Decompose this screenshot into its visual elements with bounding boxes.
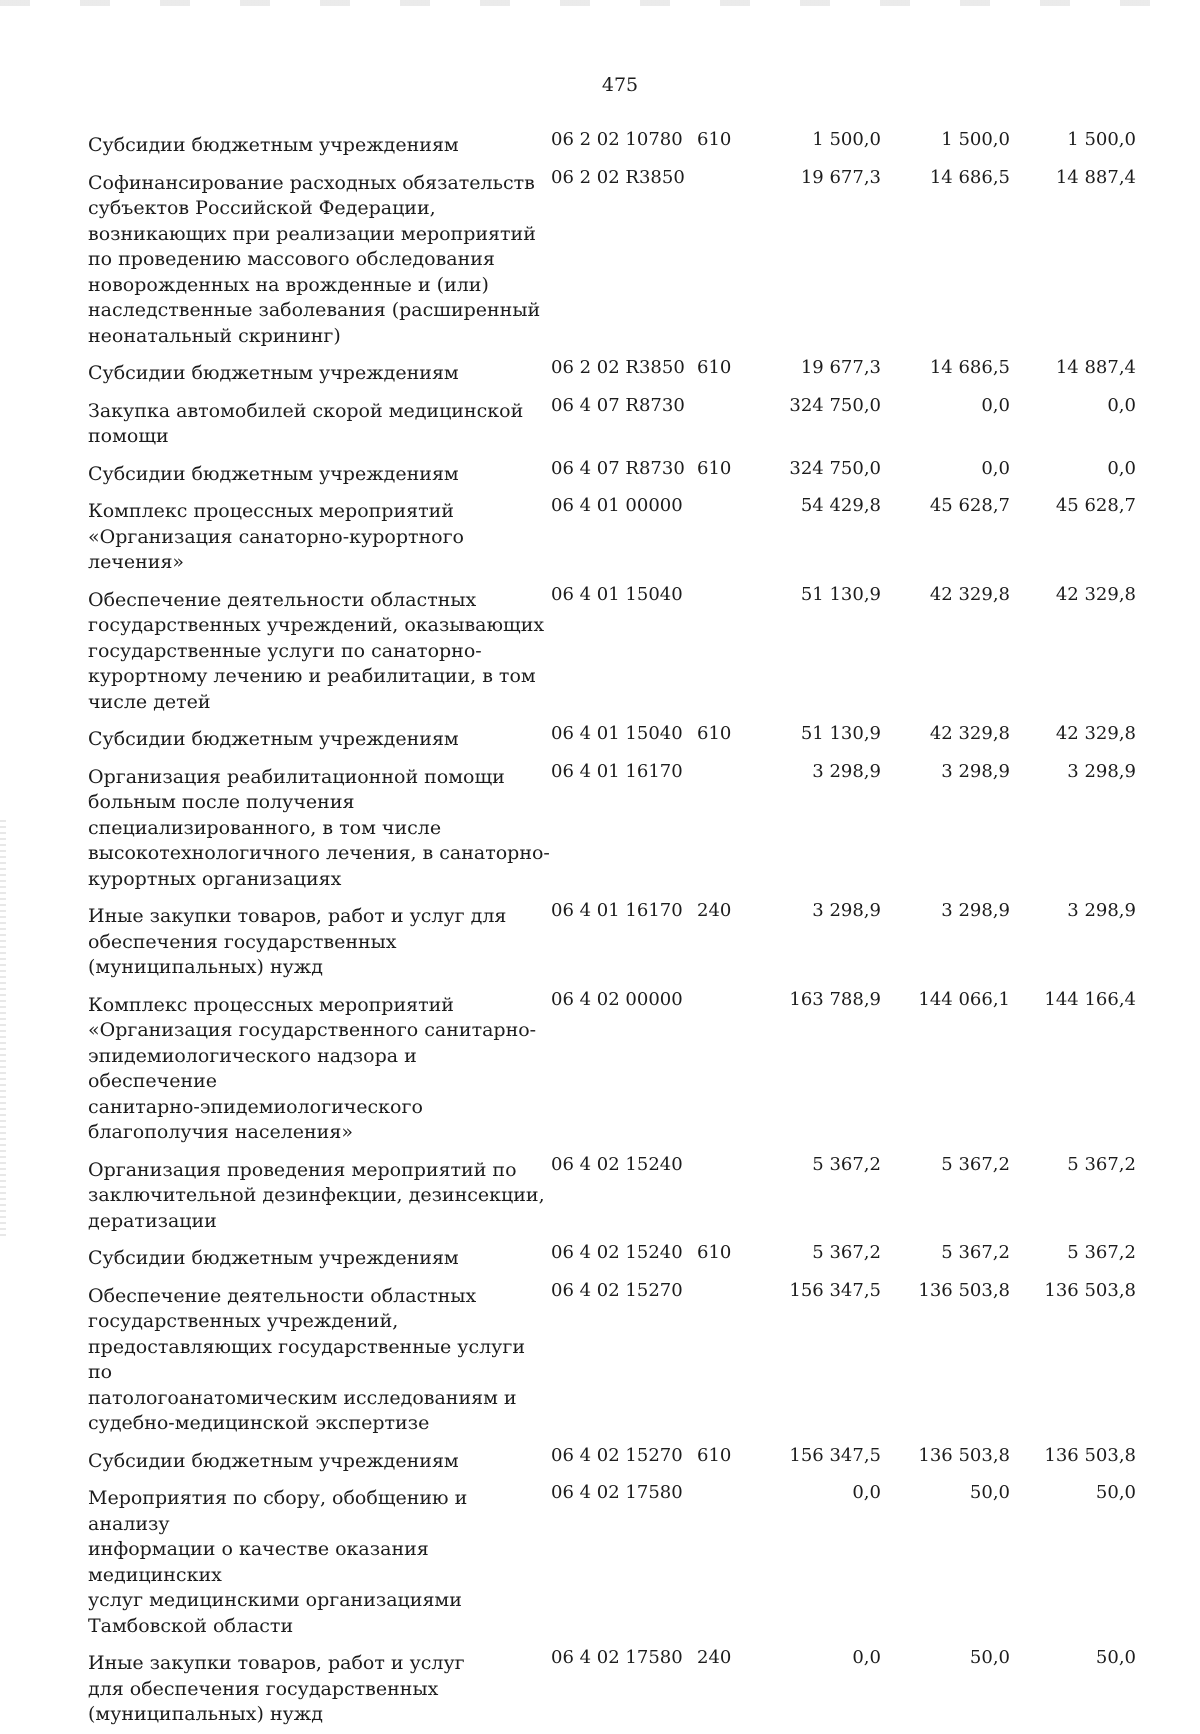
row-amount-year-2: 5 367,2	[941, 1242, 1010, 1263]
row-amount-year-3: 14 887,4	[1055, 357, 1136, 378]
table-row	[88, 582, 1168, 716]
row-expense-type: 610	[697, 357, 732, 378]
row-amount-year-3: 3 298,9	[1067, 760, 1136, 782]
row-amount-year-3: 50,0	[1095, 1647, 1136, 1668]
row-amount-year-3: 42 329,8	[1055, 723, 1136, 744]
row-amount-year-3: 14 887,4	[1055, 166, 1136, 188]
table-row	[88, 1278, 1168, 1437]
row-amount-year-3: 42 329,8	[1055, 583, 1136, 605]
row-amount-year-1: 156 347,5	[789, 1444, 881, 1466]
row-target-code: 06 4 02 17580	[551, 1482, 683, 1503]
row-amount-year-3: 136 503,8	[1044, 1444, 1136, 1466]
row-amount-year-3: 136 503,8	[1044, 1279, 1136, 1301]
row-target-code: 06 4 02 15270	[551, 1279, 683, 1301]
row-expense-type: 610	[697, 1444, 732, 1466]
row-amount-year-2: 136 503,8	[918, 1444, 1010, 1466]
row-name: Организация проведения мероприятий по заключительной дезинфекции, дезинсекции, дератизации	[88, 1158, 545, 1232]
row-name: Закупка автомобилей скорой медицинской помощи	[88, 399, 524, 447]
row-amount-year-2: 3 298,9	[941, 900, 1010, 921]
row-expense-type: 610	[697, 129, 732, 150]
row-target-code: 06 4 02 15270	[551, 1444, 683, 1466]
table-row	[88, 721, 1168, 753]
row-target-code: 06 4 01 00000	[551, 495, 683, 516]
table-row	[88, 1240, 1168, 1272]
row-amount-year-3: 45 628,7	[1055, 495, 1136, 516]
row-amount-year-2: 3 298,9	[941, 760, 1010, 782]
row-amount-year-1: 19 677,3	[800, 357, 881, 378]
row-amount-year-3: 0,0	[1107, 394, 1136, 416]
row-amount-year-2: 144 066,1	[918, 988, 1010, 1010]
row-name: Организация реабилитационной помощи больным после получения специализированного, в том числе высокотехнологичного лечения, в санаторно- курортных организациях	[88, 765, 550, 890]
row-expense-type: 610	[697, 723, 732, 744]
table-row	[88, 456, 1168, 488]
page-number: 475	[601, 74, 639, 96]
row-name: Субсидии бюджетным учреждениям	[88, 1449, 459, 1472]
table-row	[88, 1480, 1168, 1639]
row-amount-year-2: 50,0	[969, 1482, 1010, 1503]
row-name: Софинансирование расходных обязательств субъектов Российской Федерации, возникающих при реализации мероприятий по проведению массового обследования новорожденных на врожденные и (или) наследственные заболевания (расширенный неонатальный скрининг)	[88, 171, 541, 347]
row-expense-type: 610	[697, 457, 732, 479]
row-amount-year-1: 163 788,9	[789, 988, 881, 1010]
row-amount-year-1: 0,0	[852, 1647, 881, 1668]
row-name: Комплекс процессных мероприятий «Организация санаторно-курортного лечения»	[88, 500, 464, 573]
row-amount-year-1: 0,0	[852, 1482, 881, 1503]
row-amount-year-1: 3 298,9	[812, 760, 881, 782]
row-amount-year-2: 42 329,8	[929, 723, 1010, 744]
row-amount-year-2: 50,0	[969, 1647, 1010, 1668]
row-name: Иные закупки товаров, работ и услуг для обеспечения государственных (муниципальных) нужд	[88, 1652, 465, 1725]
row-target-code: 06 4 02 15240	[551, 1242, 683, 1263]
table-row	[88, 493, 1168, 576]
scan-top-edge	[0, 0, 1200, 6]
row-target-code: 06 2 02 R3850	[551, 357, 685, 378]
table-row	[88, 393, 1168, 450]
row-expense-type: 240	[697, 1647, 732, 1668]
row-target-code: 06 4 07 R8730	[551, 457, 685, 479]
row-amount-year-1: 156 347,5	[789, 1279, 881, 1301]
row-target-code: 06 4 01 16170	[551, 760, 683, 782]
row-name: Иные закупки товаров, работ и услуг для обеспечения государственных (муниципальных) нужд	[88, 905, 507, 978]
row-name: Обеспечение деятельности областных государственных учреждений, оказывающих государственные услуги по санаторно- курортному лечению и реабилитации, в том числе детей	[88, 588, 545, 713]
row-name: Субсидии бюджетным учреждениям	[88, 1247, 459, 1269]
table-row	[88, 127, 1168, 159]
table-row	[88, 898, 1168, 981]
row-amount-year-3: 0,0	[1107, 457, 1136, 479]
row-amount-year-1: 19 677,3	[800, 166, 881, 188]
row-name: Обеспечение деятельности областных государственных учреждений, предоставляющих государственные услуги по патологоанатомическим исследованиям и судебно-медицинской экспертизе	[88, 1284, 525, 1434]
scan-left-edge	[0, 820, 6, 1240]
row-amount-year-1: 51 130,9	[800, 723, 881, 744]
row-name: Мероприятия по сбору, обобщению и анализу информации о качестве оказания медицинских услуг медицинскими организациями Тамбовской области	[88, 1487, 468, 1637]
row-target-code: 06 4 02 17580	[551, 1647, 683, 1668]
row-target-code: 06 4 01 15040	[551, 583, 683, 605]
row-name: Субсидии бюджетным учреждениям	[88, 462, 459, 485]
row-amount-year-3: 144 166,4	[1044, 988, 1136, 1010]
row-amount-year-1: 54 429,8	[800, 495, 881, 516]
table-row	[88, 759, 1168, 893]
row-name: Комплекс процессных мероприятий «Организация государственного санитарно- эпидемиологического надзора и обеспечение санитарно-эпидемиологического благополучия населения»	[88, 993, 537, 1143]
row-name: Субсидии бюджетным учреждениям	[88, 728, 459, 750]
row-amount-year-3: 5 367,2	[1067, 1242, 1136, 1263]
row-amount-year-2: 45 628,7	[929, 495, 1010, 516]
table-row	[88, 1443, 1168, 1475]
row-amount-year-3: 1 500,0	[1067, 129, 1136, 150]
row-amount-year-1: 51 130,9	[800, 583, 881, 605]
row-amount-year-2: 14 686,5	[929, 166, 1010, 188]
row-amount-year-1: 1 500,0	[812, 129, 881, 150]
row-amount-year-1: 324 750,0	[789, 457, 881, 479]
row-amount-year-1: 3 298,9	[812, 900, 881, 921]
row-expense-type: 240	[697, 900, 732, 921]
row-amount-year-3: 3 298,9	[1067, 900, 1136, 921]
row-target-code: 06 4 01 15040	[551, 723, 683, 744]
table-row	[88, 165, 1168, 350]
row-target-code: 06 2 02 R3850	[551, 166, 685, 188]
row-target-code: 06 4 02 15240	[551, 1153, 683, 1175]
row-amount-year-2: 1 500,0	[941, 129, 1010, 150]
table-row	[88, 355, 1168, 387]
row-name: Субсидии бюджетным учреждениям	[88, 134, 459, 156]
row-amount-year-3: 50,0	[1095, 1482, 1136, 1503]
row-amount-year-2: 14 686,5	[929, 357, 1010, 378]
row-amount-year-2: 5 367,2	[941, 1153, 1010, 1175]
table-row	[88, 987, 1168, 1146]
row-amount-year-1: 5 367,2	[812, 1242, 881, 1263]
row-amount-year-3: 5 367,2	[1067, 1153, 1136, 1175]
row-target-code: 06 4 07 R8730	[551, 394, 685, 416]
row-name: Субсидии бюджетным учреждениям	[88, 362, 459, 384]
row-target-code: 06 2 02 10780	[551, 129, 683, 150]
row-expense-type: 610	[697, 1242, 732, 1263]
row-amount-year-1: 5 367,2	[812, 1153, 881, 1175]
table-row	[88, 1152, 1168, 1235]
row-amount-year-2: 136 503,8	[918, 1279, 1010, 1301]
row-target-code: 06 4 01 16170	[551, 900, 683, 921]
row-amount-year-2: 42 329,8	[929, 583, 1010, 605]
table-row	[88, 1645, 1168, 1728]
row-amount-year-2: 0,0	[981, 457, 1010, 479]
row-target-code: 06 4 02 00000	[551, 988, 683, 1010]
budget-table	[88, 127, 1168, 1734]
row-amount-year-2: 0,0	[981, 394, 1010, 416]
row-amount-year-1: 324 750,0	[789, 394, 881, 416]
